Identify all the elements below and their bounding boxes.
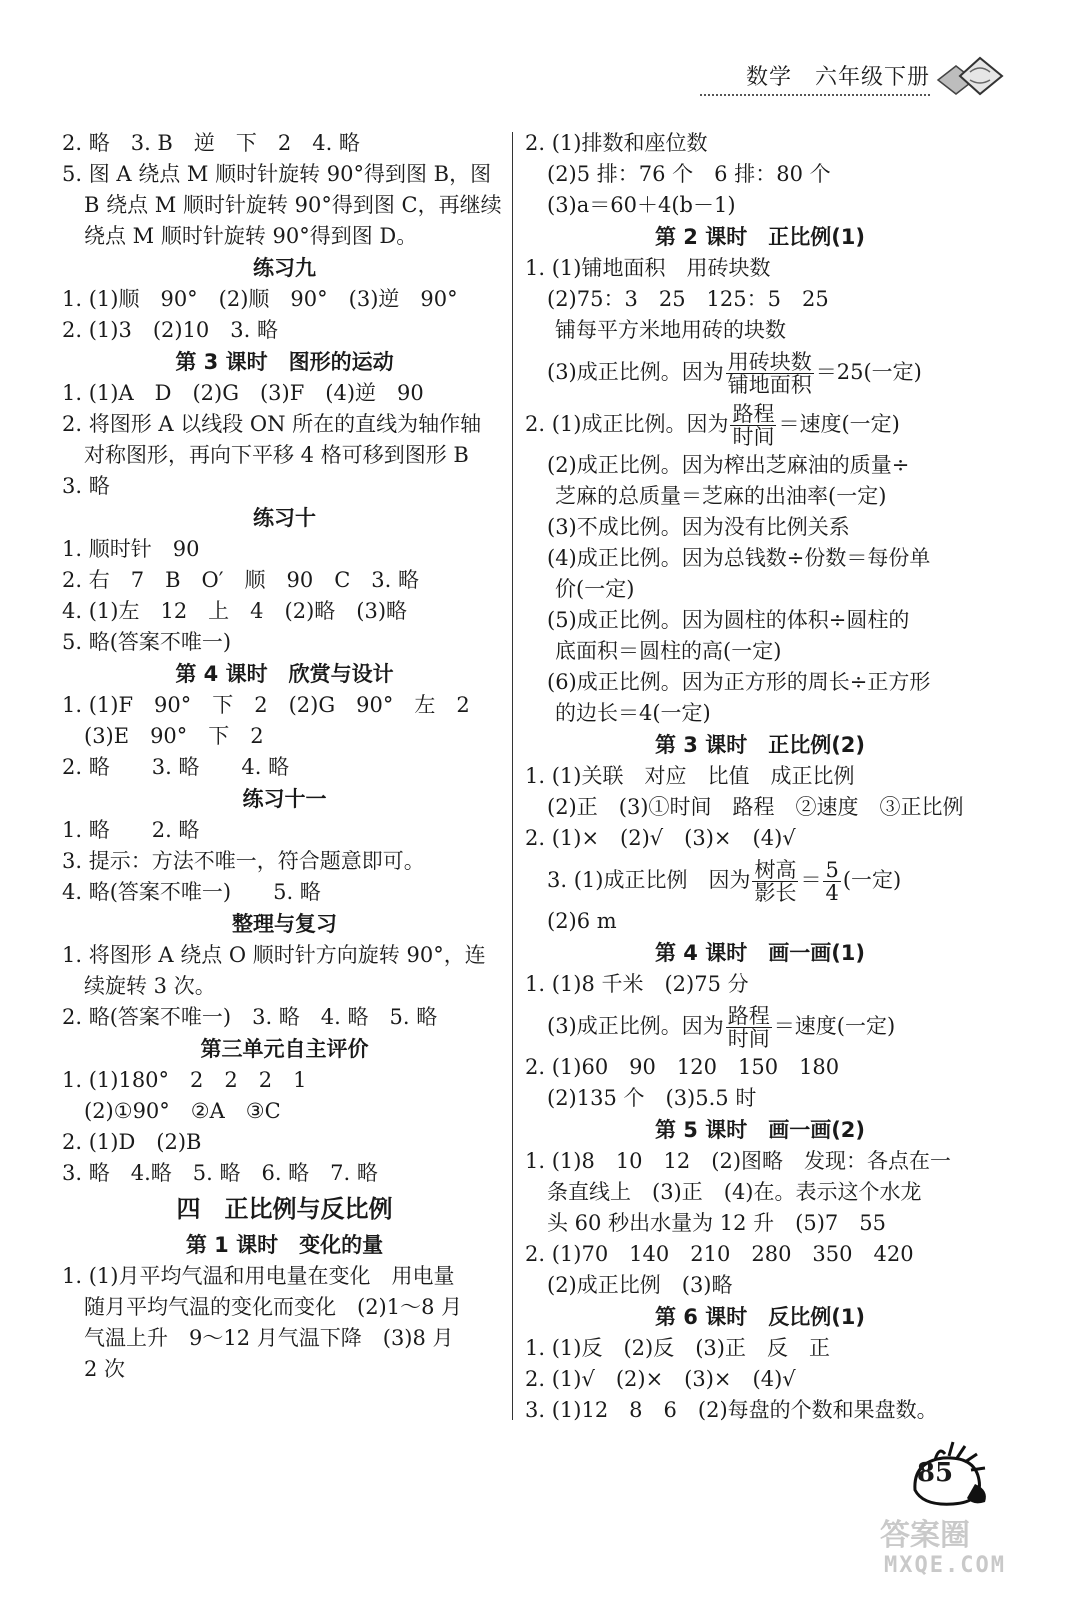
section-heading: 第 1 课时 变化的量 — [185, 1233, 384, 1257]
section-heading: 整理与复习 — [232, 912, 337, 936]
answer-text: 2. (1)成正比例。因为 — [525, 412, 729, 436]
section-heading: 第 6 课时 反比例(1) — [654, 1305, 866, 1329]
unit-title: 四 正比例与反比例 — [176, 1195, 393, 1223]
answer-line: 1. (1)关联 对应 比值 成正比例 — [525, 764, 855, 788]
answer-line: 2. (1)70 140 210 280 350 420 — [525, 1242, 914, 1266]
answer-line: 2. 略(答案不唯一) 3. 略 4. 略 5. 略 — [62, 1005, 438, 1029]
answer-text: (3)成正比例。因为 — [547, 360, 724, 384]
answer-line: 3. 提示：方法不唯一，符合题意即可。 — [62, 849, 425, 873]
answer-line: 5. 图 A 绕点 M 顺时针旋转 90°得到图 B，图 — [62, 162, 492, 186]
answer-line: 1. (1)A D (2)G (3)F (4)逆 90 — [62, 381, 424, 405]
fraction-denominator: 铺地面积 — [727, 373, 812, 397]
watermark-logo: 答案圈 — [880, 1518, 970, 1553]
answer-line-with-fraction — [525, 854, 995, 906]
section-heading: 第 4 课时 画一画(1) — [654, 941, 866, 965]
answer-line: 1. (1)反 (2)反 (3)正 反 正 — [525, 1336, 830, 1360]
answer-line: (4)成正比例。因为总钱数÷份数＝每份单 — [547, 546, 931, 570]
watermark-url: MXQE.COM — [884, 1553, 1006, 1578]
answer-line: 1. (1)铺地面积 用砖块数 — [525, 256, 771, 280]
answer-line: 随月平均气温的变化而变化 (2)1～8 月 — [84, 1295, 463, 1319]
answer-line: 铺每平方米地用砖的块数 — [555, 318, 786, 342]
answer-line: 绕点 M 顺时针旋转 90°得到图 D。 — [84, 224, 418, 248]
answer-line-with-fraction — [525, 346, 995, 398]
fraction-numerator: 路程 — [727, 1004, 770, 1028]
section-heading: 练习九 — [253, 256, 316, 280]
answer-line: 气温上升 9～12 月气温下降 (3)8 月 — [84, 1326, 454, 1350]
section-heading: 练习十一 — [242, 787, 327, 811]
header-dotted-rule — [700, 94, 930, 96]
answer-text: ＝25(一定) — [815, 360, 922, 384]
answer-line: 1. (1)F 90° 下 2 (2)G 90° 左 2 — [62, 693, 470, 717]
answer-line: 1. 顺时针 90 — [62, 537, 200, 561]
answer-line: B 绕点 M 顺时针旋转 90°得到图 C，再继续 — [84, 193, 502, 217]
section-heading: 第 2 课时 正比例(1) — [654, 225, 866, 249]
answer-line: 底面积＝圆柱的高(一定) — [555, 639, 782, 663]
answer-line: (3)a＝60＋4(b－1) — [547, 193, 736, 217]
answer-line: 3. (1)12 8 6 (2)每盘的个数和果盘数。 — [525, 1398, 938, 1422]
answer-line-with-fraction — [525, 398, 995, 450]
answer-line: (2)6 m — [547, 909, 617, 933]
answer-line: 4. 略(答案不唯一) 5. 略 — [62, 880, 321, 904]
answer-line: 2. (1)D (2)B — [62, 1130, 202, 1154]
answer-line: (3)不成比例。因为没有比例关系 — [547, 515, 850, 539]
answer-line: (3)E 90° 下 2 — [84, 724, 264, 748]
section-heading: 练习十 — [253, 506, 316, 530]
answer-line: (2)成正比例。因为榨出芝麻油的质量÷ — [547, 453, 910, 477]
answer-line: 4. (1)左 12 上 4 (2)略 (3)略 — [62, 599, 408, 623]
answer-line: (2)成正比例 (3)略 — [547, 1273, 733, 1297]
answer-column-right — [525, 128, 995, 1426]
diamond-ornament-icon — [930, 54, 1010, 102]
section-heading: 第 4 课时 欣赏与设计 — [175, 662, 394, 686]
fraction-numerator: 用砖块数 — [727, 350, 812, 374]
answer-text: ＝速度(一定) — [773, 1014, 896, 1038]
answer-line: (2)135 个 (3)5.5 时 — [547, 1086, 757, 1110]
answer-line: (2)①90° ②A ③C — [84, 1099, 281, 1123]
answer-line: 头 60 秒出水量为 12 升 (5)7 55 — [547, 1211, 886, 1235]
answer-line: 2. 略 3. 略 4. 略 — [62, 755, 290, 779]
answer-line: 2. (1)3 (2)10 3. 略 — [62, 318, 278, 342]
answer-line: 的边长＝4(一定) — [555, 701, 711, 725]
answer-text: ＝速度(一定) — [778, 412, 900, 436]
answer-text: 3. (1)成正比例 因为 — [547, 868, 751, 892]
answer-line: (2)5 排：76 个 6 排：80 个 — [547, 162, 831, 186]
answer-line: 芝麻的总质量＝芝麻的出油率(一定) — [555, 484, 887, 508]
answer-line: 价(一定) — [555, 577, 635, 601]
answer-column-left — [62, 128, 507, 1385]
answer-text: (一定) — [842, 868, 902, 892]
fraction — [726, 1005, 772, 1050]
answer-line: 1. (1)顺 90° (2)顺 90° (3)逆 90° — [62, 287, 458, 311]
answer-line: (6)成正比例。因为正方形的周长÷正方形 — [547, 670, 931, 694]
section-heading: 第 3 课时 图形的运动 — [175, 350, 394, 374]
answer-line: 2. 将图形 A 以线段 ON 所在的直线为轴作轴 — [62, 412, 482, 436]
answer-line: 2 次 — [84, 1357, 126, 1381]
answer-line: 1. (1)8 10 12 (2)图略 发现：各点在一 — [525, 1149, 952, 1173]
answer-line: 1. (1)8 千米 (2)75 分 — [525, 972, 749, 996]
section-heading: 第 5 课时 画一画(2) — [654, 1118, 866, 1142]
answer-line: 1. 将图形 A 绕点 O 顺时针方向旋转 90°，连 — [62, 943, 486, 967]
fraction-denominator: 时间 — [727, 1027, 770, 1051]
section-heading: 第 3 课时 正比例(2) — [654, 733, 866, 757]
page-header — [640, 52, 1060, 102]
answer-line-with-fraction — [525, 1000, 995, 1052]
answer-line: 对称图形，再向下平移 4 格可移到图形 B — [84, 443, 469, 467]
answer-line: 2. 右 7 B O′ 顺 90 C 3. 略 — [62, 568, 419, 592]
fraction-numerator: 5 — [825, 858, 839, 882]
answer-line: 2. (1)× (2)√ (3)× (4)√ — [525, 826, 796, 850]
fraction — [730, 403, 776, 448]
answer-line: 2. 略 3. B 逆 下 2 4. 略 — [62, 131, 360, 155]
fraction — [726, 351, 814, 396]
fraction — [823, 859, 840, 904]
answer-line: (2)75：3 25 125：5 25 — [547, 287, 829, 311]
header-title: 数学 六年级下册 — [745, 65, 930, 90]
answer-line: 3. 略 — [62, 474, 110, 498]
answer-line: (2)正 (3)①时间 路程 ②速度 ③正比例 — [547, 795, 964, 819]
answer-line: 3. 略 4.略 5. 略 6. 略 7. 略 — [62, 1161, 378, 1185]
fraction-numerator: 树高 — [754, 858, 797, 882]
fraction-denominator: 影长 — [754, 881, 797, 905]
section-heading: 第三单元自主评价 — [200, 1037, 369, 1061]
answer-line: 2. (1)排数和座位数 — [525, 131, 708, 155]
column-divider — [512, 132, 513, 1420]
answer-line: 续旋转 3 次。 — [84, 974, 216, 998]
answer-line: 5. 略(答案不唯一) — [62, 630, 232, 654]
answer-line: 条直线上 (3)正 (4)在。表示这个水龙 — [547, 1180, 922, 1204]
fraction-denominator: 时间 — [732, 425, 775, 449]
answer-text: (3)成正比例。因为 — [547, 1014, 724, 1038]
answer-line: 1. (1)180° 2 2 2 1 — [62, 1068, 307, 1092]
answer-line: (5)成正比例。因为圆柱的体积÷圆柱的 — [547, 608, 910, 632]
answer-text: ＝ — [800, 868, 822, 892]
answer-line: 1. (1)月平均气温和用电量在变化 用电量 — [62, 1264, 455, 1288]
answer-line: 1. 略 2. 略 — [62, 818, 200, 842]
answer-line: 2. (1)60 90 120 150 180 — [525, 1055, 840, 1079]
fraction-numerator: 路程 — [732, 402, 775, 426]
answer-line: 2. (1)√ (2)× (3)× (4)√ — [525, 1367, 796, 1391]
page-number: 85 — [916, 1458, 954, 1488]
fraction — [752, 859, 798, 904]
fraction-denominator: 4 — [825, 881, 839, 905]
